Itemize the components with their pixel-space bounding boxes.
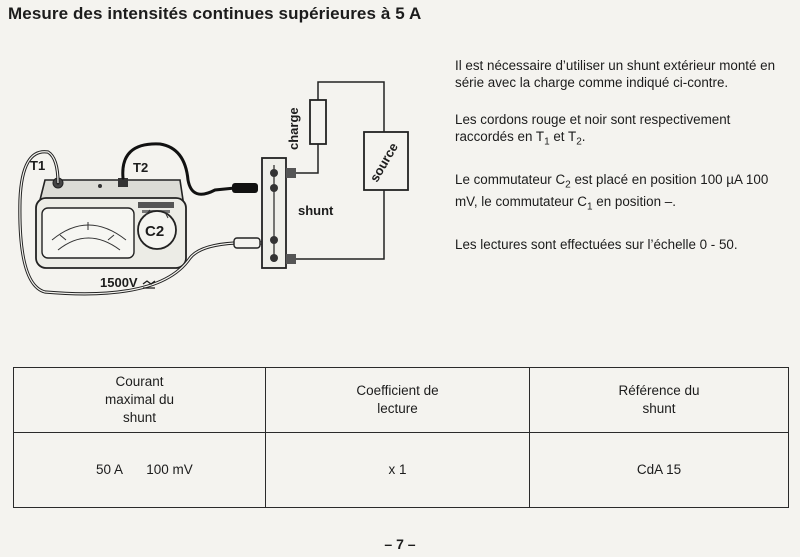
table-row [14,433,789,508]
instruction-shunt: Il est nécessaire d’utiliser un shunt extérieur monté en série avec la charge comme indiqué ci-contre. [455,58,776,90]
label-charge: charge [286,107,301,150]
t2-plug [232,183,258,193]
cell-reference: CdA 15 [530,433,789,508]
label-source: source [366,140,401,185]
shunt-table [13,367,789,508]
header-coefficient: Coefficient de lecture [266,368,530,433]
instructions [455,58,790,275]
table-header-row [14,368,789,433]
label-c2: C2 [145,223,165,240]
label-1500v: 1500V [100,275,138,290]
header-reference: Référence du shunt [530,368,789,433]
page-title: Mesure des intensités continues supérieures à 5 A [8,4,422,23]
charge-resistor [310,100,326,144]
instruction-scale: Les lectures sont effectuées sur l’échelle 0 - 50. [455,237,738,253]
instruction-switches: Le commutateur $C_2$ est placé en position 100 µA 100 mV, le commutateur $C_1$ en position –. [455,171,769,213]
label-shunt: shunt [298,203,334,218]
t1-plug [234,238,260,248]
instruction-cords: Les cordons rouge et noir sont respectivement raccordés en $T_1$ et $T_2$. [455,112,731,148]
shunt [262,158,296,268]
page-number: – 7 – [384,536,416,552]
wiring-diagram [0,40,450,310]
label-t1: T1 [30,158,46,173]
cell-coefficient: x 1 [266,433,530,508]
label-t2: T2 [133,160,149,175]
cell-current: 50 A 100 mV [14,433,266,508]
header-current: Courant maximal du shunt [14,368,266,433]
